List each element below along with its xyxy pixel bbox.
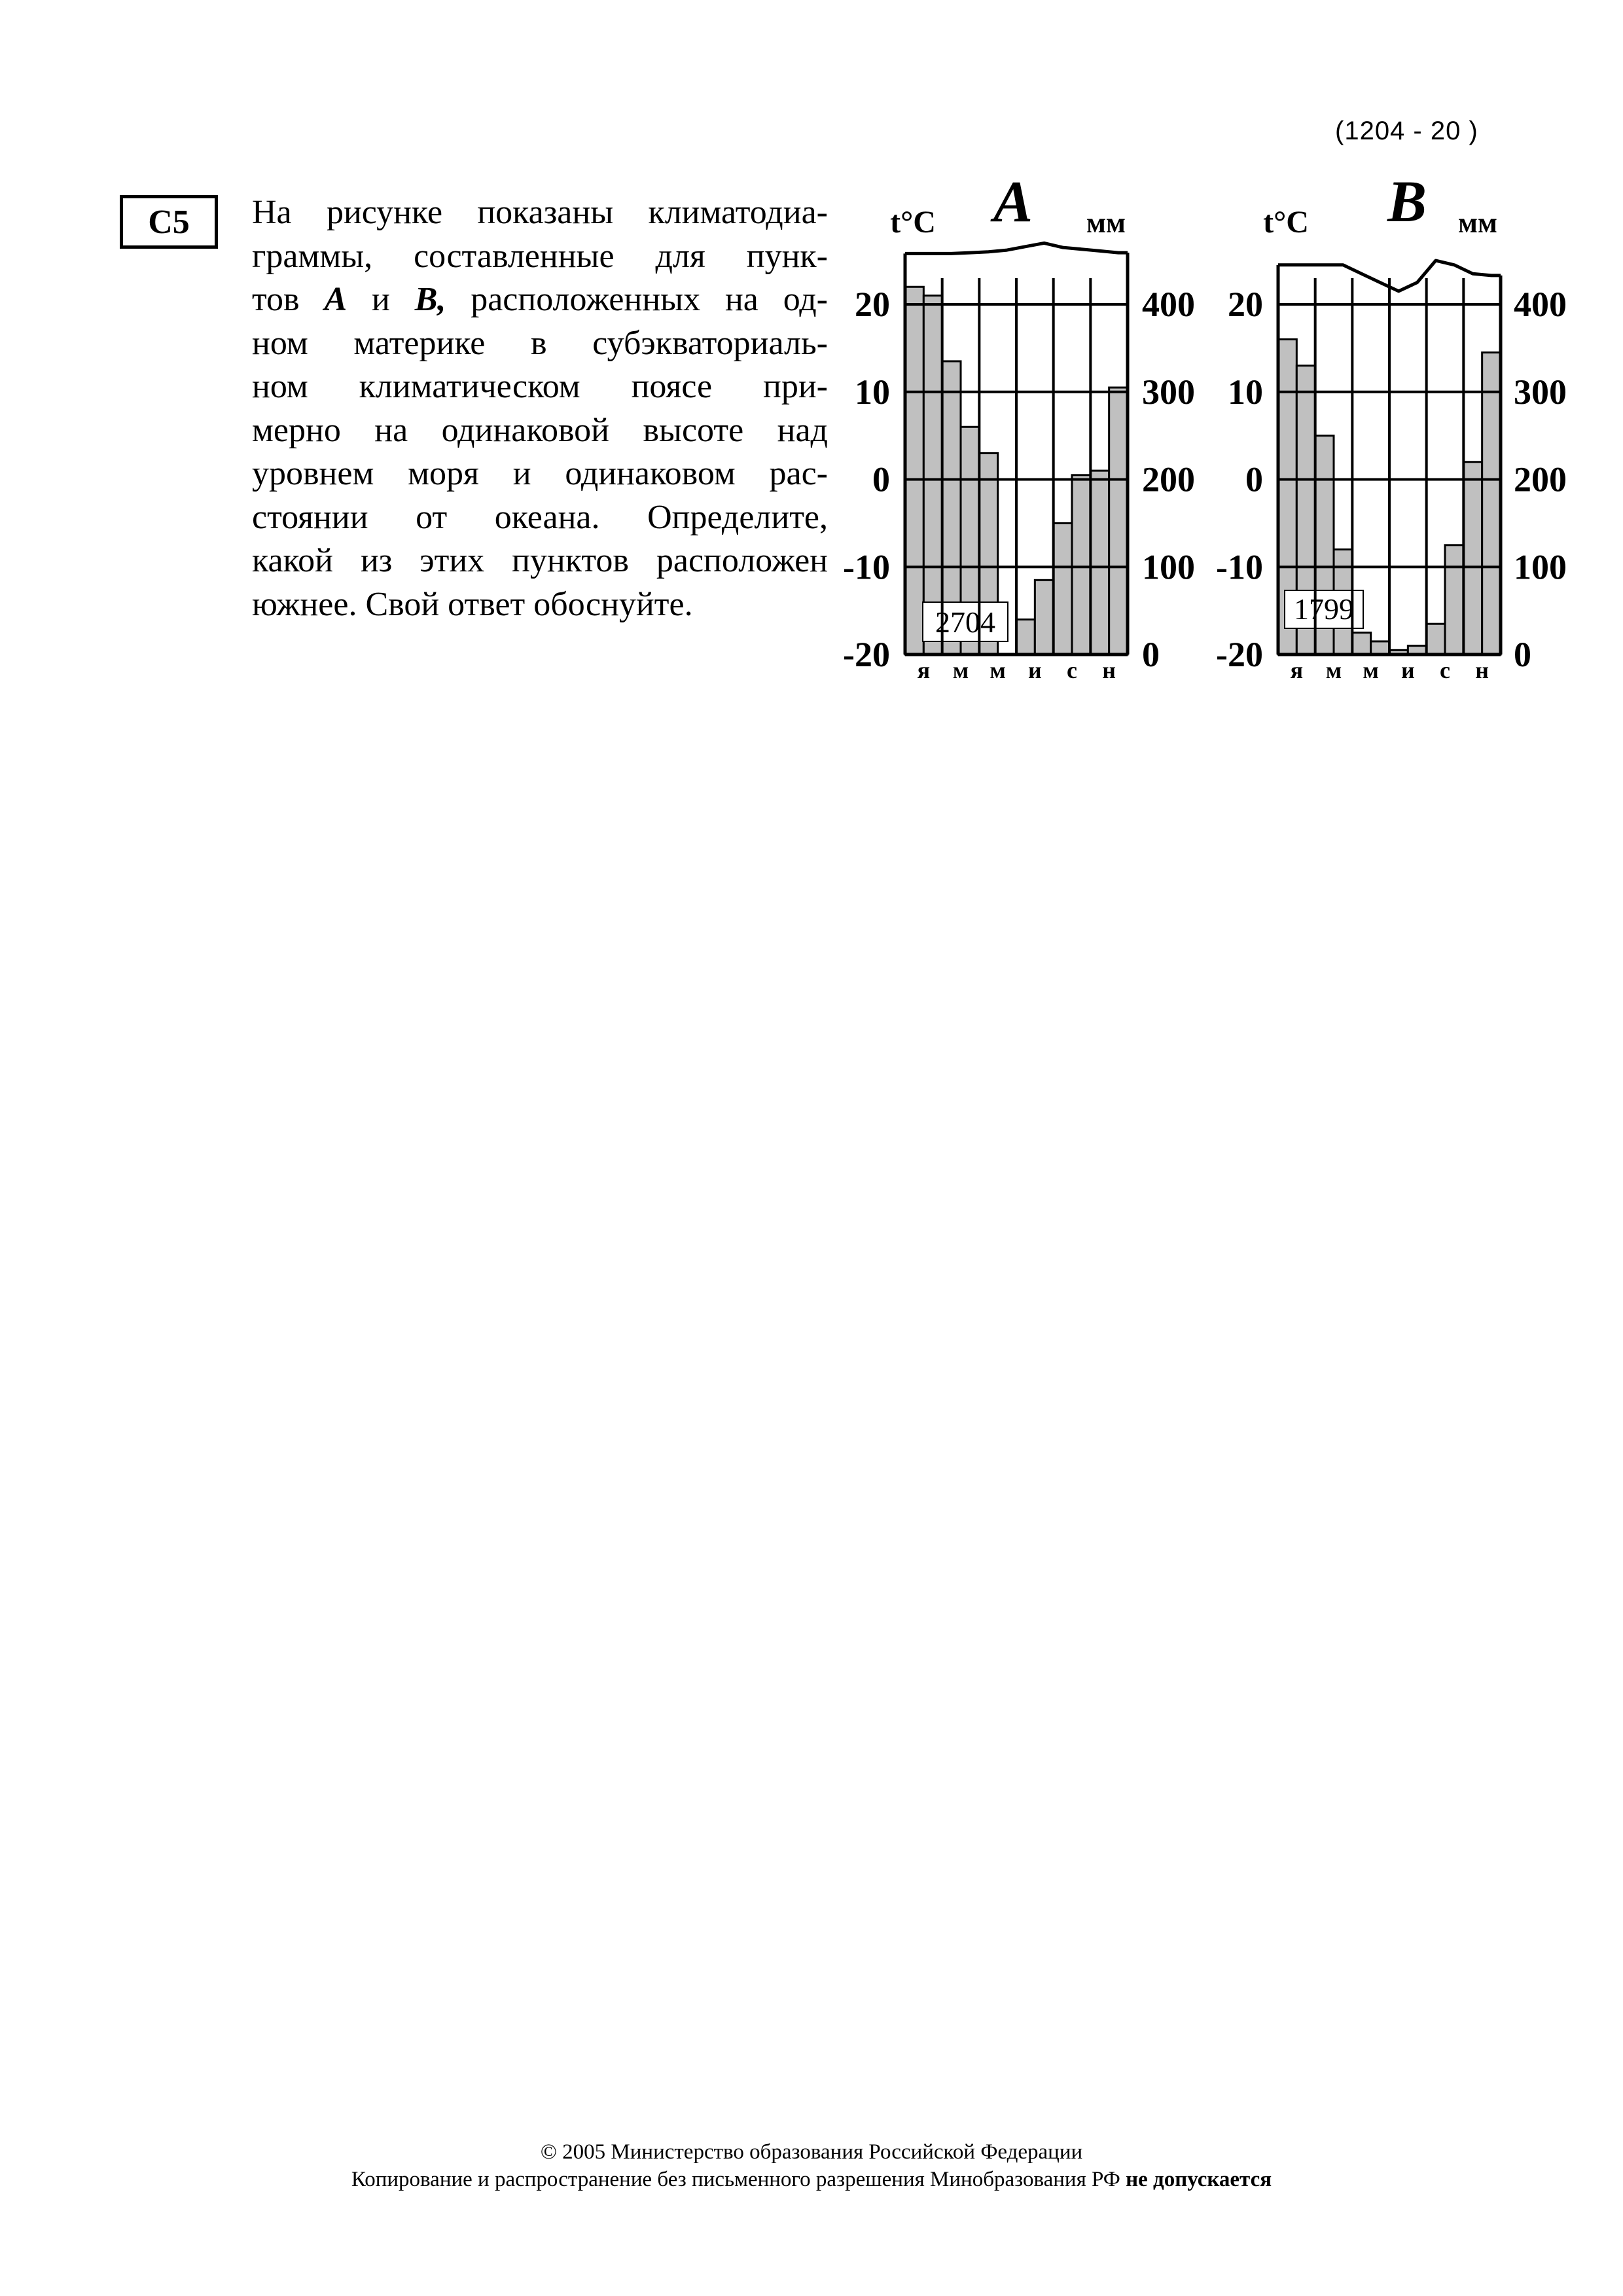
month-label: н [1102,657,1116,683]
copyright-notice-text: Копирование и распространение без письменного разрешения Минобразования РФ [351,2168,1120,2191]
precip-tick-label: 300 [1142,372,1195,412]
precip-bar [1054,523,1072,655]
precip-bar [1445,545,1463,655]
month-label: м [1363,657,1379,683]
month-label: и [1027,657,1042,683]
temp-tick-label: 20 [855,285,890,324]
question-number: C5 [148,203,190,241]
temp-tick-label: 10 [1228,372,1263,412]
month-label: м [990,657,1006,683]
month-label: н [1475,657,1489,683]
question-line: мерно на одинаковой высоте над [252,411,828,449]
precip-bar [1090,471,1109,655]
month-label: с [1440,657,1450,683]
precip-tick-label: 400 [1514,285,1567,324]
precip-bar [1463,462,1482,655]
temp-tick-label: -20 [843,635,890,674]
precip-axis-label: мм [1086,207,1126,239]
precip-tick-label: 0 [1514,635,1531,674]
copyright-line: © 2005 Министерство образования Российской Федерации [540,2140,1083,2164]
precip-bar [1482,353,1501,655]
temperature-line [1278,260,1501,291]
precip-tick-label: 200 [1142,459,1195,499]
precip-bar [905,287,923,655]
climate-diagram-B [1216,170,1567,683]
variant-code: (1204 - 20 ) [1335,117,1478,145]
precip-bar [1035,580,1053,655]
month-label: я [917,657,931,683]
precip-tick-label: 200 [1514,459,1567,499]
point-label: B, [414,281,446,318]
question-line: На рисунке показаны климатодиа- [252,194,828,231]
temp-tick-label: 0 [1245,459,1263,499]
copyright-notice-bold: не допускается [1126,2168,1272,2191]
annual-precip-label: 1799 [1294,592,1354,626]
precip-bar [1072,475,1090,655]
month-label: м [1325,657,1342,683]
copyright-notice [0,2168,1623,2192]
question-line: ном климатическом поясе при- [252,368,828,405]
question-line: ном материке в субэкваториаль- [252,324,828,362]
precip-tick-label: 0 [1142,635,1160,674]
precip-tick-label: 300 [1514,372,1567,412]
question-line: стоянии от океана. Определите, [252,498,828,536]
temp-tick-label: 20 [1228,285,1263,324]
question-line: уровнем моря и одинаковом рас- [252,455,828,492]
precip-bar [1109,387,1128,655]
temp-tick-label: -20 [1216,635,1263,674]
question-line: какой из этих пунктов расположен [252,542,828,579]
diagram-title: B [1387,170,1427,234]
temperature-line [905,243,1128,253]
month-label: я [1290,657,1304,683]
temp-axis-label: t°C [1263,205,1309,240]
precip-tick-label: 100 [1514,547,1567,587]
annual-precip-label: 2704 [935,605,995,639]
precip-bar [923,296,942,655]
climate-diagram-A [843,170,1195,683]
month-label: с [1067,657,1077,683]
month-label: и [1400,657,1415,683]
month-label: м [952,657,969,683]
precip-tick-label: 100 [1142,547,1195,587]
precip-bar [1016,620,1035,655]
question-line: тов A и B, расположенных на од- [252,281,829,318]
precip-tick-label: 400 [1142,285,1195,324]
temp-tick-label: -10 [843,547,890,587]
temp-tick-label: 10 [855,372,890,412]
point-label: A [324,281,348,318]
diagram-title: A [993,170,1033,234]
question-line: граммы, составленные для пунк- [252,237,828,275]
precip-bar [1427,624,1445,655]
climate-diagrams [0,0,1623,720]
temp-axis-label: t°C [890,205,936,240]
temp-tick-label: -10 [1216,547,1263,587]
precip-bar [1352,633,1370,655]
precip-axis-label: мм [1458,207,1497,239]
temp-tick-label: 0 [872,459,890,499]
question-line: южнее. Свой ответ обоснуйте. [252,585,693,623]
precip-bar [1371,641,1389,655]
